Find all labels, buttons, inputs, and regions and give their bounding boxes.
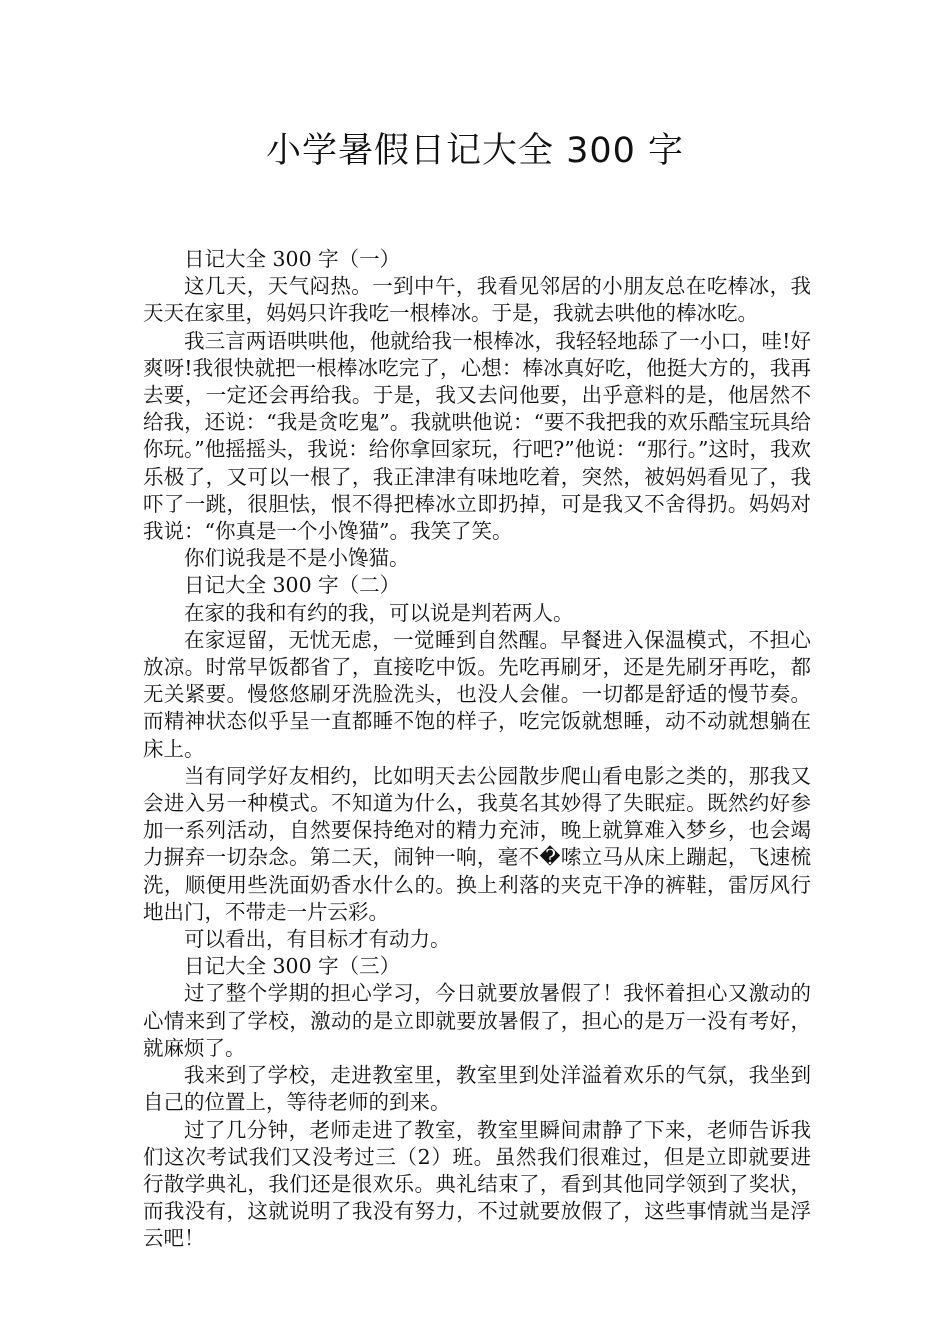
section-heading-2: 日记大全 300 字（二） [184, 573, 401, 598]
paragraph: 我来到了学校，走进教室里，教室里到处洋溢着欢乐的气氛，我坐到自己的位置上，等待老师的到来。 [143, 1063, 811, 1115]
paragraph: 过了整个学期的担心学习，今日就要放暑假了！我怀着担心又激动的心情来到了学校，激动的是立即就要放暑假了，担心的是万一没有考好，就麻烦了。 [143, 981, 811, 1060]
section-heading-1: 日记大全 300 字（一） [184, 247, 401, 271]
paragraph: 可以看出，有目标才有动力。 [184, 927, 451, 952]
paragraph: 你们说我是不是小馋猫。 [184, 546, 410, 571]
document-title: 小学暑假日记大全 300 字 [265, 131, 685, 171]
section-heading-3: 日记大全 300 字（三） [184, 954, 401, 979]
paragraph: 在家的我和有约的我，可以说是判若两人。 [184, 600, 574, 625]
paragraph: 我三言两语哄哄他，他就给我一根棒冰，我轻轻地舔了一小口，哇!好爽呀!我很快就把一根棒冰吃完了，心想：棒冰真好吃，他挺大方的，我再去要，一定还会再给我。于是，我又去问他要，出乎意料的是，他居然不给我，还说：“我是贪吃鬼”。我就哄他说：“要不我把我的欢乐酷宝玩具给你玩。”他摇摇头，我说：给你拿回家玩，行吧?”他说：“那行。”这时，我欢乐极了，又可以一根了，我正津津有味地吃着，突然，被妈妈看见了，我吓了一跳，很胆怯，恨不得把棒冰立即扔掉，可是我又不舍得扔。妈妈对我说：“你真是一个小馋猫”。我笑了笑。 [143, 328, 811, 544]
paragraph: 在家逗留，无忧无虑，一觉睡到自然醒。早餐进入保温模式，不担心放凉。时常早饭都省了，直接吃中饭。先吃再刷牙，还是先刷牙再吃，都无关紧要。慢悠悠刷牙洗脸洗头，也没人会催。一切都是舒适的慢节奏。而精神状态似乎呈一直都睡不饱的样子，吃完饭就想睡，动不动就想躺在床上。 [143, 627, 811, 761]
paragraph: 过了几分钟，老师走进了教室，教室里瞬间肃静了下来，老师告诉我们这次考试我们又没考过三（2）班。虽然我们很难过，但是立即就要进行散学典礼，我们还是很欢乐。典礼结束了，看到其他同学领到了奖状，而我没有，这就说明了我没有努力，不过就要放假了，这些事情就当是浮云吧！ [143, 1117, 811, 1251]
paragraph: 这几天，天气闷热。一到中午，我看见邻居的小朋友总在吃棒冰，我天天在家里，妈妈只许我吃一根棒冰。于是，我就去哄他的棒冰吃。 [143, 274, 811, 326]
document-body [143, 246, 811, 1253]
paragraph: 当有同学好友相约，比如明天去公园散步爬山看电影之类的，那我又会进入另一种模式。不知道为什么，我莫名其妙得了失眠症。既然约好参加一系列活动，自然要保持绝对的精力充沛，晚上就算难入梦乡，也会竭力摒弃一切杂念。第二天，闹钟一响，毫不�嗦立马从床上蹦起，飞速梳洗，顺便用些洗面奶香水什么的。换上利落的夹克干净的裤鞋，雷厉风行地出门，不带走一片云彩。 [143, 763, 811, 924]
